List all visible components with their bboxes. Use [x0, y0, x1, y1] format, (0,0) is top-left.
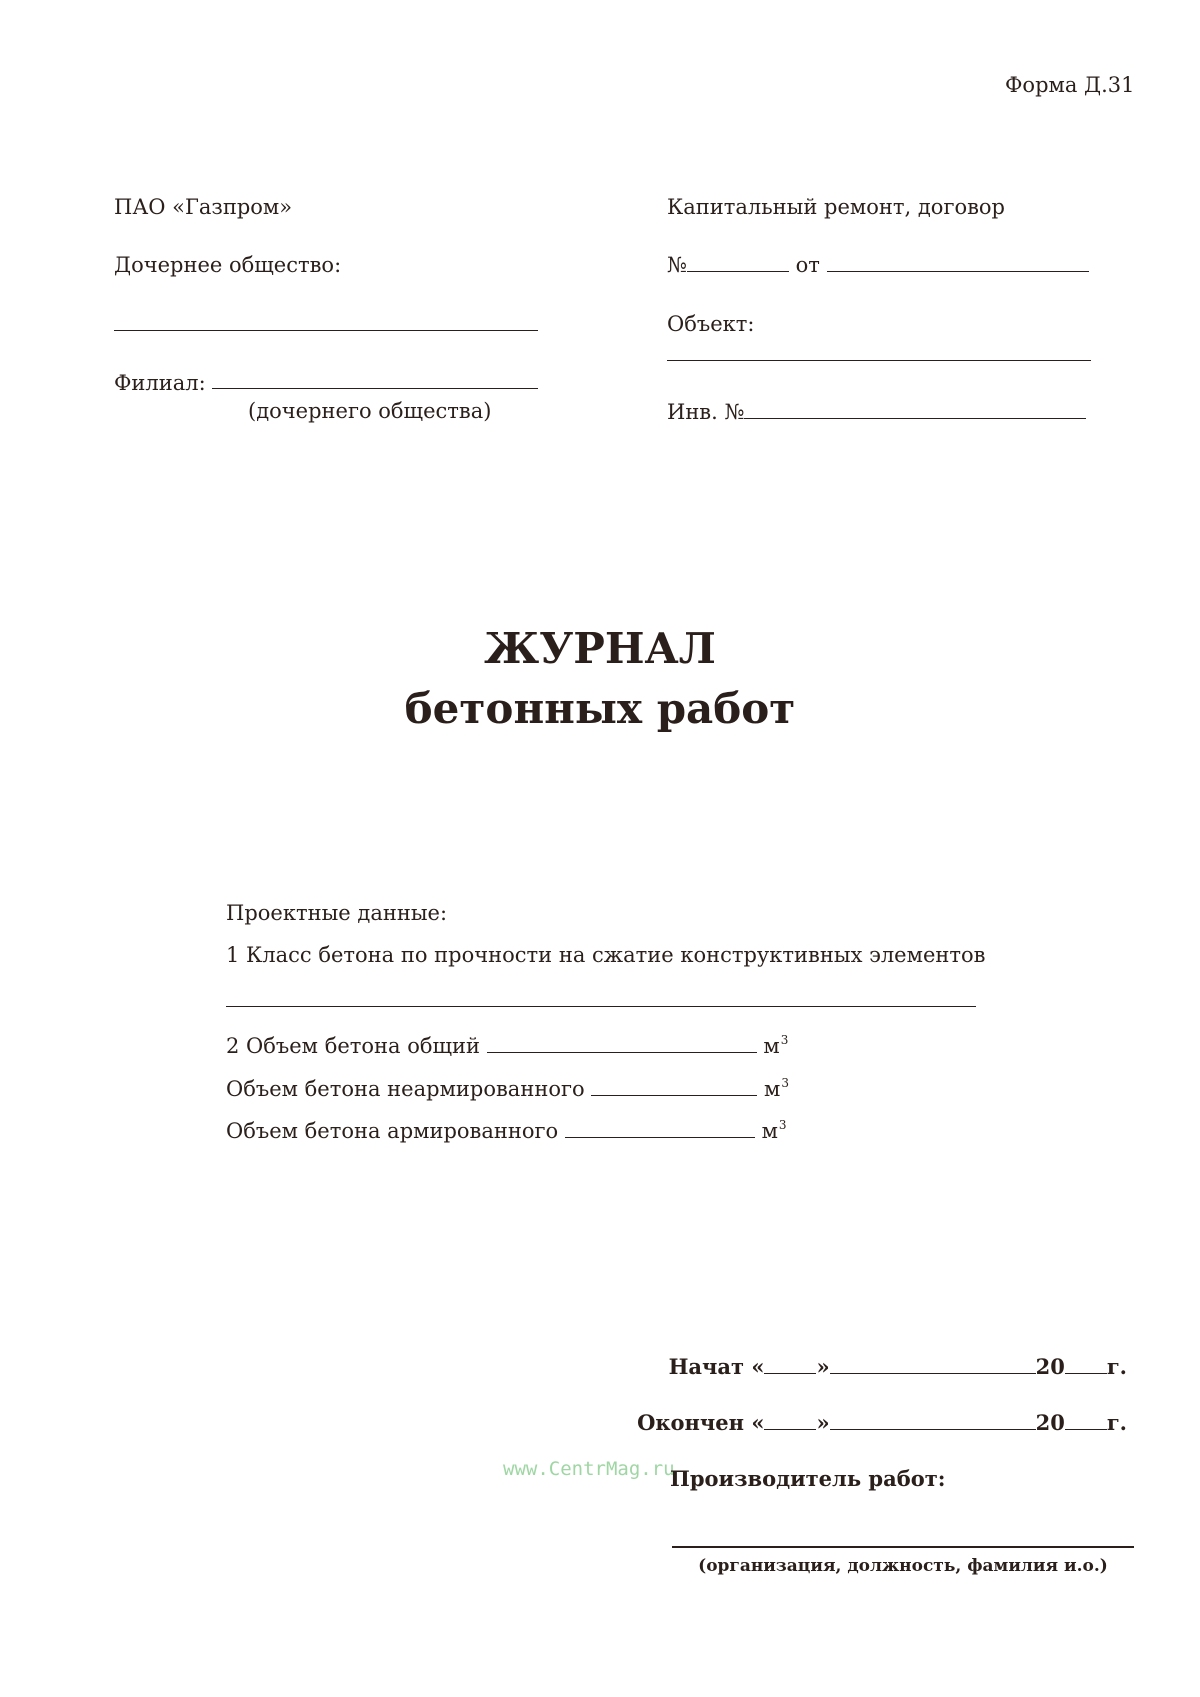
reinforced-volume-field[interactable] — [565, 1119, 755, 1138]
total-volume-field[interactable] — [487, 1034, 757, 1053]
foreman-field[interactable] — [672, 1546, 1134, 1548]
started-month-field[interactable] — [830, 1355, 1036, 1374]
concrete-class-field[interactable] — [226, 1006, 976, 1007]
unit-label: м — [761, 1119, 778, 1143]
journal-title: ЖУРНАЛ — [484, 624, 716, 673]
total-volume-row — [226, 1027, 788, 1059]
started-label: Начат « — [668, 1354, 765, 1379]
watermark: www.CentrMag.ru — [503, 1458, 675, 1480]
subsidiary-label: Дочернее общество: — [114, 253, 342, 277]
unit-m3 — [762, 1119, 787, 1143]
finished-year-field[interactable] — [1065, 1411, 1107, 1430]
inventory-row — [667, 399, 1086, 425]
from-label: от — [795, 253, 820, 277]
century: 20 — [1035, 1410, 1065, 1435]
finished-row — [637, 1410, 1127, 1436]
contract-label: Капитальный ремонт, договор — [667, 195, 1005, 219]
unit-label: м — [764, 1077, 781, 1101]
unit-power: 3 — [780, 1033, 789, 1047]
finished-day-field[interactable] — [764, 1411, 816, 1430]
total-volume-label: 2 Объем бетона общий — [226, 1034, 481, 1058]
object-label: Объект: — [667, 312, 755, 336]
form-code: Форма Д.31 — [1005, 73, 1135, 97]
unit-label: м — [763, 1034, 780, 1058]
journal-subtitle: бетонных работ — [404, 684, 796, 733]
concrete-class-label: 1 Класс бетона по прочности на сжатие конструктивных элементов — [226, 943, 986, 967]
unit-power: 3 — [778, 1118, 787, 1132]
started-row — [669, 1354, 1127, 1380]
reinforced-volume-label: Объем бетона армированного — [226, 1119, 559, 1143]
year-suffix: г. — [1106, 1354, 1127, 1379]
century: 20 — [1035, 1354, 1065, 1379]
foreman-label: Производитель работ: — [670, 1466, 946, 1491]
company-name: ПАО «Газпром» — [114, 195, 293, 219]
unreinforced-volume-label: Объем бетона неармированного — [226, 1077, 585, 1101]
unit-m3 — [763, 1034, 788, 1058]
contract-number-field[interactable] — [687, 253, 789, 272]
branch-label: Филиал: — [114, 371, 206, 395]
unreinforced-volume-row — [226, 1070, 789, 1102]
contract-number-row — [667, 252, 1089, 278]
finished-month-field[interactable] — [830, 1411, 1036, 1430]
branch-caption: (дочернего общества) — [248, 399, 492, 423]
started-year-field[interactable] — [1065, 1355, 1107, 1374]
branch-field[interactable] — [212, 388, 538, 389]
contract-date-field[interactable] — [827, 253, 1089, 272]
number-sign: № — [667, 253, 687, 277]
year-suffix: г. — [1106, 1410, 1127, 1435]
unit-power: 3 — [781, 1076, 789, 1090]
finished-label: Окончен « — [637, 1410, 765, 1435]
unit-m3 — [764, 1077, 789, 1101]
started-day-field[interactable] — [764, 1355, 816, 1374]
inventory-label: Инв. № — [667, 400, 745, 424]
close-quote: » — [816, 1410, 830, 1435]
reinforced-volume-row — [226, 1112, 787, 1144]
inventory-number-field[interactable] — [744, 400, 1086, 419]
object-field[interactable] — [667, 360, 1091, 361]
unreinforced-volume-field[interactable] — [591, 1077, 757, 1096]
project-data-heading: Проектные данные: — [226, 901, 448, 925]
close-quote: » — [816, 1354, 830, 1379]
subsidiary-field[interactable] — [114, 330, 538, 331]
foreman-caption: (организация, должность, фамилия и.о.) — [698, 1556, 1108, 1576]
